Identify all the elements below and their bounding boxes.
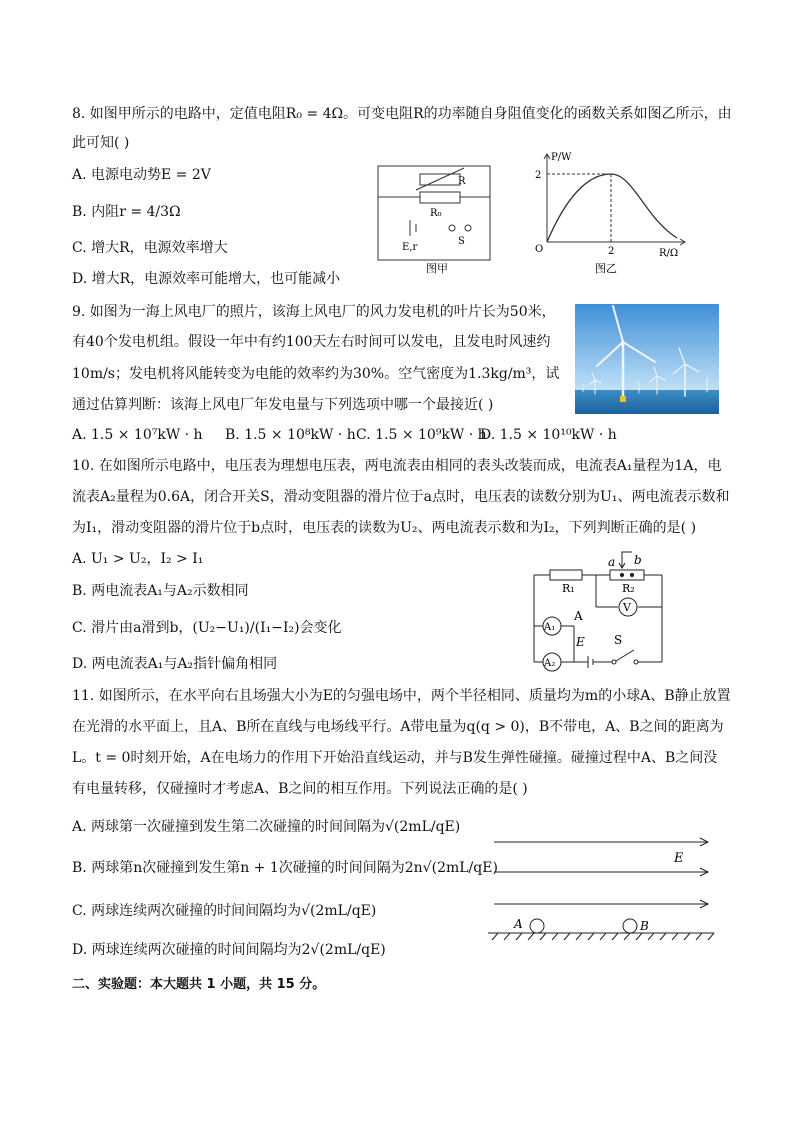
q8-stem-line1: 8. 如图甲所示的电路中，定值电阻R₀ = 4Ω。可变电阻R的功率随自身阻值变化的函数关系如图乙所示，由 xyxy=(72,106,732,122)
q8-yi-xlabel: R/Ω xyxy=(659,248,679,259)
q10-fig-label-s: S xyxy=(614,633,623,647)
q9-stem-line2: 有40个发电机组。假设一年中有约100天左右时间可以发电，且发电时风速约 xyxy=(72,334,551,350)
q9-option-b: B. 1.5 × 10⁸kW · h xyxy=(225,427,356,443)
q11-option-d: D. 两球连续两次碰撞的时间间隔均为2√(2mL/qE) xyxy=(72,942,386,958)
q8-yi-xtick: 2 xyxy=(608,246,615,257)
q8-yi-caption: 图乙 xyxy=(595,262,617,275)
q10-fig-ammeter-a2: A₂ xyxy=(544,658,556,669)
q11-stem-line1: 11. 如图所示，在水平向右且场强大小为E的匀强电场中，两个半径相同、质量均为m的小球A、B静止放置 xyxy=(72,688,731,704)
q10-stem-line3: 为I₁，滑动变阻器的滑片位于b点时，电压表的读数为U₂、两电流表示数和为I₂，下列判断正确的是( ) xyxy=(72,520,697,536)
q11-fig-ball-a: A xyxy=(514,917,523,931)
q8-jia-caption: 图甲 xyxy=(426,262,448,275)
q8-jia-label-r: R xyxy=(458,176,466,187)
q11-option-c: C. 两球连续两次碰撞的时间间隔均为√(2mL/qE) xyxy=(72,903,377,919)
q9-stem-line3: 10m/s；发电机将风能转变为电能的效率约为30%。空气密度为1.3kg/m³，试 xyxy=(72,366,560,382)
q10-stem-line2: 流表A₂量程为0.6A，闭合开关S，滑动变阻器的滑片位于a点时，电压表的读数分别为U₁、两电流表示数和 xyxy=(72,489,730,505)
q9-stem-line1: 9. 如图为一海上风电厂的照片，该海上风电厂的风力发电机的叶片长为50米， xyxy=(72,304,556,320)
q10-fig-voltmeter: V xyxy=(623,601,631,614)
q10-fig-label-r2: R₂ xyxy=(622,582,635,595)
q11-stem-line3: L。t = 0时刻开始，A在电场力的作用下开始沿直线运动，并与B发生弹性碰撞。碰撞过程中A、B之间没 xyxy=(72,750,718,766)
q9-stem-line4: 通过估算判断：该海上风电厂年发电量与下列选项中哪一个最接近( ) xyxy=(72,397,494,413)
q10-circuit-figure xyxy=(528,546,668,676)
q8-circuit-figure-jia xyxy=(370,152,510,276)
q10-option-c: C. 滑片由a滑到b，(U₂−U₁)/(I₁−I₂)会变化 xyxy=(72,620,342,636)
q10-fig-label-A: A xyxy=(574,609,583,623)
q8-option-d: D. 增大R，电源效率可能增大，也可能减小 xyxy=(72,271,341,287)
q8-jia-label-er: E,r xyxy=(402,242,418,253)
q11-stem-line4: 有电量转移，仅碰撞时才考虑A、B之间的相互作用。下列说法正确的是( ) xyxy=(72,781,528,797)
q9-option-d: D. 1.5 × 10¹⁰kW · h xyxy=(480,427,617,443)
q10-fig-label-b: b xyxy=(634,553,642,567)
q8-jia-label-s: S xyxy=(458,236,465,247)
q10-option-a: A. U₁ > U₂，I₂ > I₁ xyxy=(72,551,204,567)
q10-fig-label-a: a xyxy=(608,555,616,569)
q11-electric-field-figure xyxy=(486,830,718,944)
q8-option-c: C. 增大R，电源效率增大 xyxy=(72,240,228,256)
q8-jia-label-r0: R₀ xyxy=(430,208,442,219)
q11-stem-line2: 在光滑的水平面上，且A、B所在直线与电场线平行。A带电量为q(q > 0)，B不带电，A、B之间的距离为 xyxy=(72,719,724,735)
q11-fig-ball-b: B xyxy=(640,919,649,933)
q8-yi-ylabel: P/W xyxy=(551,152,572,163)
q9-option-a: A. 1.5 × 10⁷kW · h xyxy=(72,427,203,443)
q11-fig-label-e: E xyxy=(674,851,684,866)
q8-yi-ytick: 2 xyxy=(535,170,542,181)
q10-option-b: B. 两电流表A₁与A₂示数相同 xyxy=(72,583,249,599)
q10-fig-label-e: E xyxy=(576,635,585,649)
q10-stem-line1: 10. 在如图所示电路中，电压表为理想电压表，两电流表由相同的表头改装而成，电流表A₁量程为1A，电 xyxy=(72,458,722,474)
q8-graph-figure-yi xyxy=(525,148,700,278)
q10-fig-ammeter-a1: A₁ xyxy=(544,622,556,633)
q8-stem-line2: 此可知( ) xyxy=(72,135,130,151)
q10-fig-label-r1: R₁ xyxy=(562,582,575,595)
q8-option-b: B. 内阻r = 4/3Ω xyxy=(72,204,181,220)
section-2-heading: 二、实验题：本大题共 1 小题，共 15 分。 xyxy=(72,977,326,992)
q11-option-a: A. 两球第一次碰撞到发生第二次碰撞的时间间隔为√(2mL/qE) xyxy=(72,819,461,835)
q8-option-a: A. 电源电动势E = 2V xyxy=(72,167,211,183)
q11-option-b: B. 两球第n次碰撞到发生第n + 1次碰撞的时间间隔为2n√(2mL/qE) xyxy=(72,860,498,876)
q10-option-d: D. 两电流表A₁与A₂指针偏角相同 xyxy=(72,656,278,672)
q8-yi-origin: O xyxy=(535,244,544,255)
q9-wind-farm-photo xyxy=(575,304,719,414)
q9-option-c: C. 1.5 × 10⁹kW · h xyxy=(356,427,487,443)
